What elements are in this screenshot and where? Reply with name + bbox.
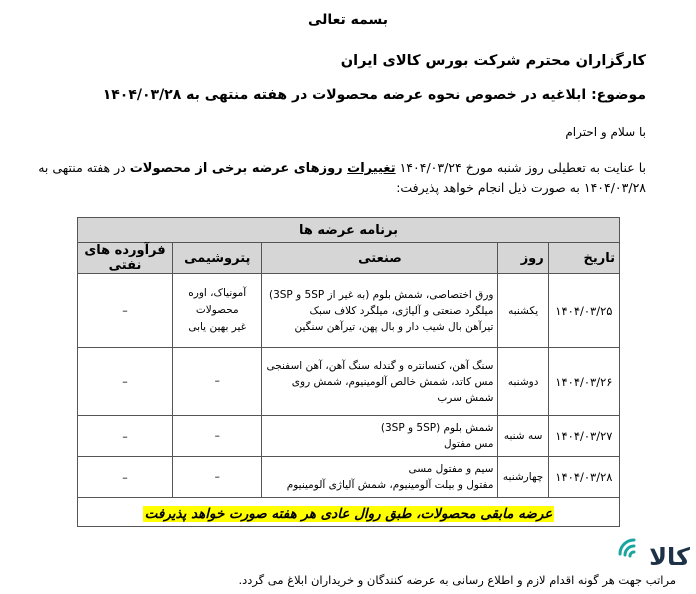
petrochemical-line: محصولات <box>195 304 239 316</box>
industrial-line: مفتول و بیلت آلومینیوم، شمش آلیاژی آلومینیوم <box>286 479 494 491</box>
row-oil-products: – <box>78 457 173 498</box>
row-day: سه شنبه <box>498 416 548 457</box>
row-petrochemical: – <box>173 457 262 498</box>
row-industrial <box>262 348 498 416</box>
industrial-line: شمش بلوم (5SP و 3SP) <box>380 422 494 434</box>
subject-line: موضوع: ابلاغیه در خصوص نحوه عرضه محصولات در هفته منتهی به ۱۴۰۴/۰۳/۲۸ <box>102 87 646 103</box>
industrial-line: ورق اختصاصی، شمش بلوم (به غیر از 5SP و 3SP) <box>268 288 494 301</box>
signal-arcs-icon <box>616 532 650 562</box>
table-footer-row <box>78 498 620 527</box>
kala-news-logo <box>610 532 690 580</box>
table-title: برنامه عرضه ها <box>78 218 620 243</box>
row-industrial <box>262 274 498 348</box>
logo-wordmark: کالا <box>649 543 690 571</box>
offering-program-table <box>77 217 620 527</box>
table-row <box>78 457 620 498</box>
body-text-b: روزهای عرضه برخی از محصولات <box>129 161 348 176</box>
row-petrochemical: – <box>173 416 262 457</box>
body-paragraph-line-2: ۱۴۰۴/۰۳/۲۸ به صورت ذیل انجام خواهد پذیرفت: <box>396 180 646 195</box>
recipient-line: کارگزاران محترم شرکت بورس کالای ایران <box>340 53 646 69</box>
row-petrochemical: – <box>173 348 262 416</box>
petrochemical-line: آمونیاک، اوره <box>188 287 247 299</box>
industrial-line: سنگ آهن، کنسانتره و گندله سنگ آهن، آهن اسفنجی <box>266 359 494 372</box>
row-industrial <box>262 457 498 498</box>
industrial-line: سیم و مفتول مسی <box>408 463 494 475</box>
row-day: یکشنبه <box>498 274 548 348</box>
row-day: چهارشنبه <box>498 457 548 498</box>
row-oil-products: – <box>78 416 173 457</box>
body-paragraph-line-1 <box>38 160 646 176</box>
industrial-line: شمش سرب <box>437 391 494 404</box>
row-date: ۱۴۰۴/۰۳/۲۶ <box>548 348 619 416</box>
closing-line: مراتب جهت هر گونه اقدام لازم و اطلاع رسانی به عرضه کنندگان و خریداران ابلاغ می گردد. <box>238 573 676 587</box>
body-text-changes: تغییرات <box>347 161 396 176</box>
table-title-row <box>78 218 620 243</box>
row-day: دوشنبه <box>498 348 548 416</box>
greeting: با سلام و احترام <box>565 125 646 139</box>
header-petrochemical: پتروشیمی <box>173 243 262 274</box>
row-industrial <box>262 416 498 457</box>
highlighted-note: عرضه مابقی محصولات، طبق روال عادی هر هفته صورت خواهد پذیرفت <box>144 505 553 522</box>
industrial-line: میلگرد صنعتی و آلیاژی، میلگرد کلاف سبک <box>309 304 494 317</box>
body-text-a: با عنایت به تعطیلی روز شنبه مورخ ۱۴۰۴/۰۳/۲۴ <box>395 160 646 175</box>
row-oil-products: – <box>78 274 173 348</box>
table-row <box>78 274 620 348</box>
letter-title: بسمه تعالی <box>307 12 389 28</box>
row-date: ۱۴۰۴/۰۳/۲۷ <box>548 416 619 457</box>
row-petrochemical <box>173 274 262 348</box>
header-date: تاریخ <box>548 243 619 274</box>
table-row <box>78 348 620 416</box>
table-footer-cell <box>78 498 620 527</box>
row-oil-products: – <box>78 348 173 416</box>
table-header-row <box>78 243 620 274</box>
industrial-line: مس کاتد، شمش خالص آلومینیوم، شمش روی <box>291 375 494 388</box>
body-text-c: در هفته منتهی به <box>38 160 130 175</box>
table-row <box>78 416 620 457</box>
row-date: ۱۴۰۴/۰۳/۲۸ <box>548 457 619 498</box>
industrial-line: مس مفتول <box>443 438 494 450</box>
header-industrial: صنعتی <box>262 243 498 274</box>
petrochemical-line: غیر بهین یابی <box>188 321 247 333</box>
industrial-line: تیرآهن بال شیب دار و بال پهن، تیرآهن سنگین <box>294 320 494 333</box>
header-day: روز <box>498 243 548 274</box>
header-oil-products: فرآورده های نفتی <box>78 243 173 274</box>
row-date: ۱۴۰۴/۰۳/۲۵ <box>548 274 619 348</box>
